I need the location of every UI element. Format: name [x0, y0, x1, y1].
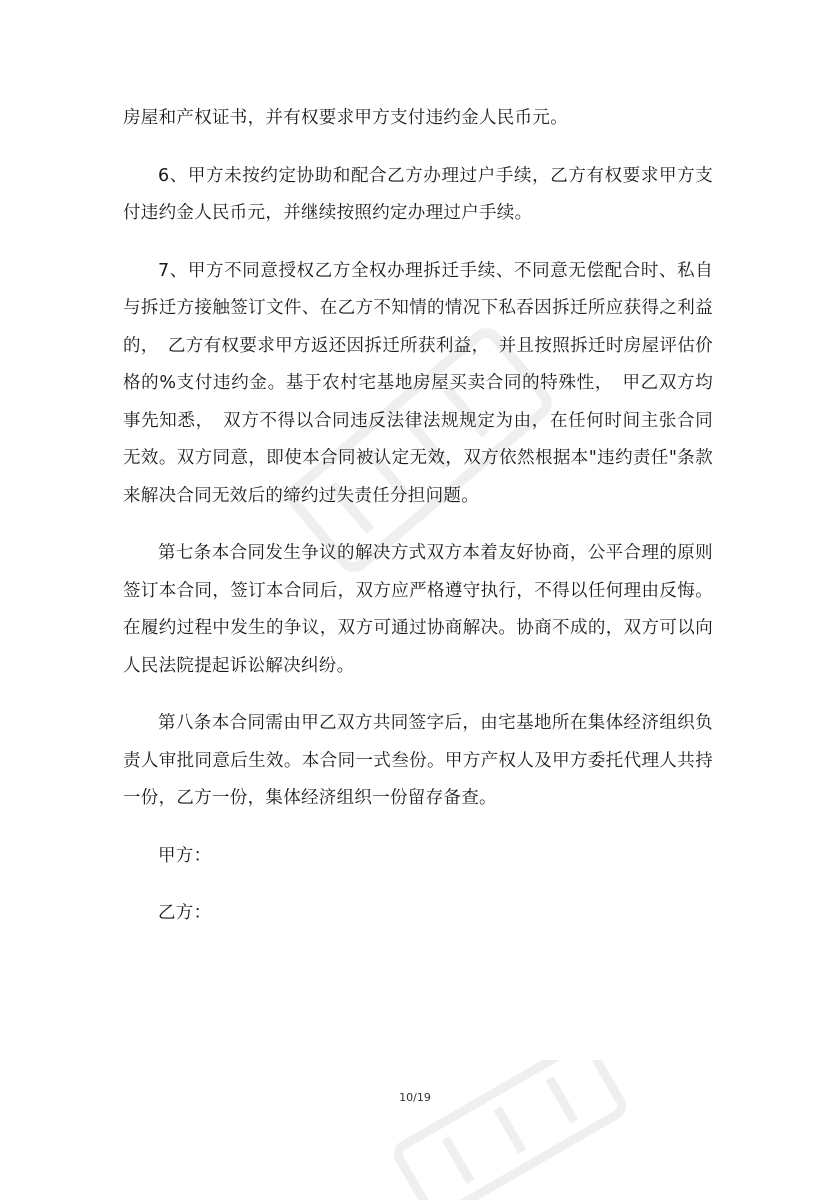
paragraph-clause-7: 7、甲方不同意授权乙方全权办理拆迁手续、不同意无偿配合时、私自与拆迁方接触签订文件、在乙方不知情的情况下私吞因拆迁所应获得之利益的， 乙方有权要求甲方返还因拆迁所获利益， 并且按照拆迁时房屋评估价格的%支付违约金。基于农村宅基地房屋买卖合同的特殊性， 甲乙双方均事先知悉， 双方不得以合同违反法律法规规定为由，在任何时间主张合同无效。双方同意，即使本合同被认定无效，双方依然根据本"违约责任"条款来解决合同无效后的缔约过失责任分担问题。	[123, 260, 713, 506]
paragraph-clause-6: 6、甲方未按约定协助和配合乙方办理过户手续，乙方有权要求甲方支付违约金人民币元，并继续按照约定办理过户手续。	[123, 165, 713, 223]
paragraph-article-7: 第七条本合同发生争议的解决方式双方本着友好协商，公平合理的原则签订本合同，签订本合同后，双方应严格遵守执行，不得以任何理由反悔。在履约过程中发生的争议，双方可通过协商解决。协商不成的，双方可以向人民法院提起诉讼解决纠纷。	[123, 543, 713, 676]
signature-party-a: 甲方：	[158, 845, 212, 866]
signature-party-b: 乙方：	[158, 903, 212, 923]
page-number: 10/19	[399, 1091, 431, 1104]
document-body	[123, 100, 713, 933]
paragraph-article-8: 第八条本合同需由甲乙双方共同签字后，由宅基地所在集体经济组织负责人审批同意后生效。本合同一式叁份。甲方产权人及甲方委托代理人共持一份，乙方一份，集体经济组织一份留存备查。	[123, 713, 713, 808]
watermark-icon	[380, 1060, 640, 1200]
paragraph-continuation: 房屋和产权证书，并有权要求甲方支付违约金人民币元。	[123, 108, 568, 128]
